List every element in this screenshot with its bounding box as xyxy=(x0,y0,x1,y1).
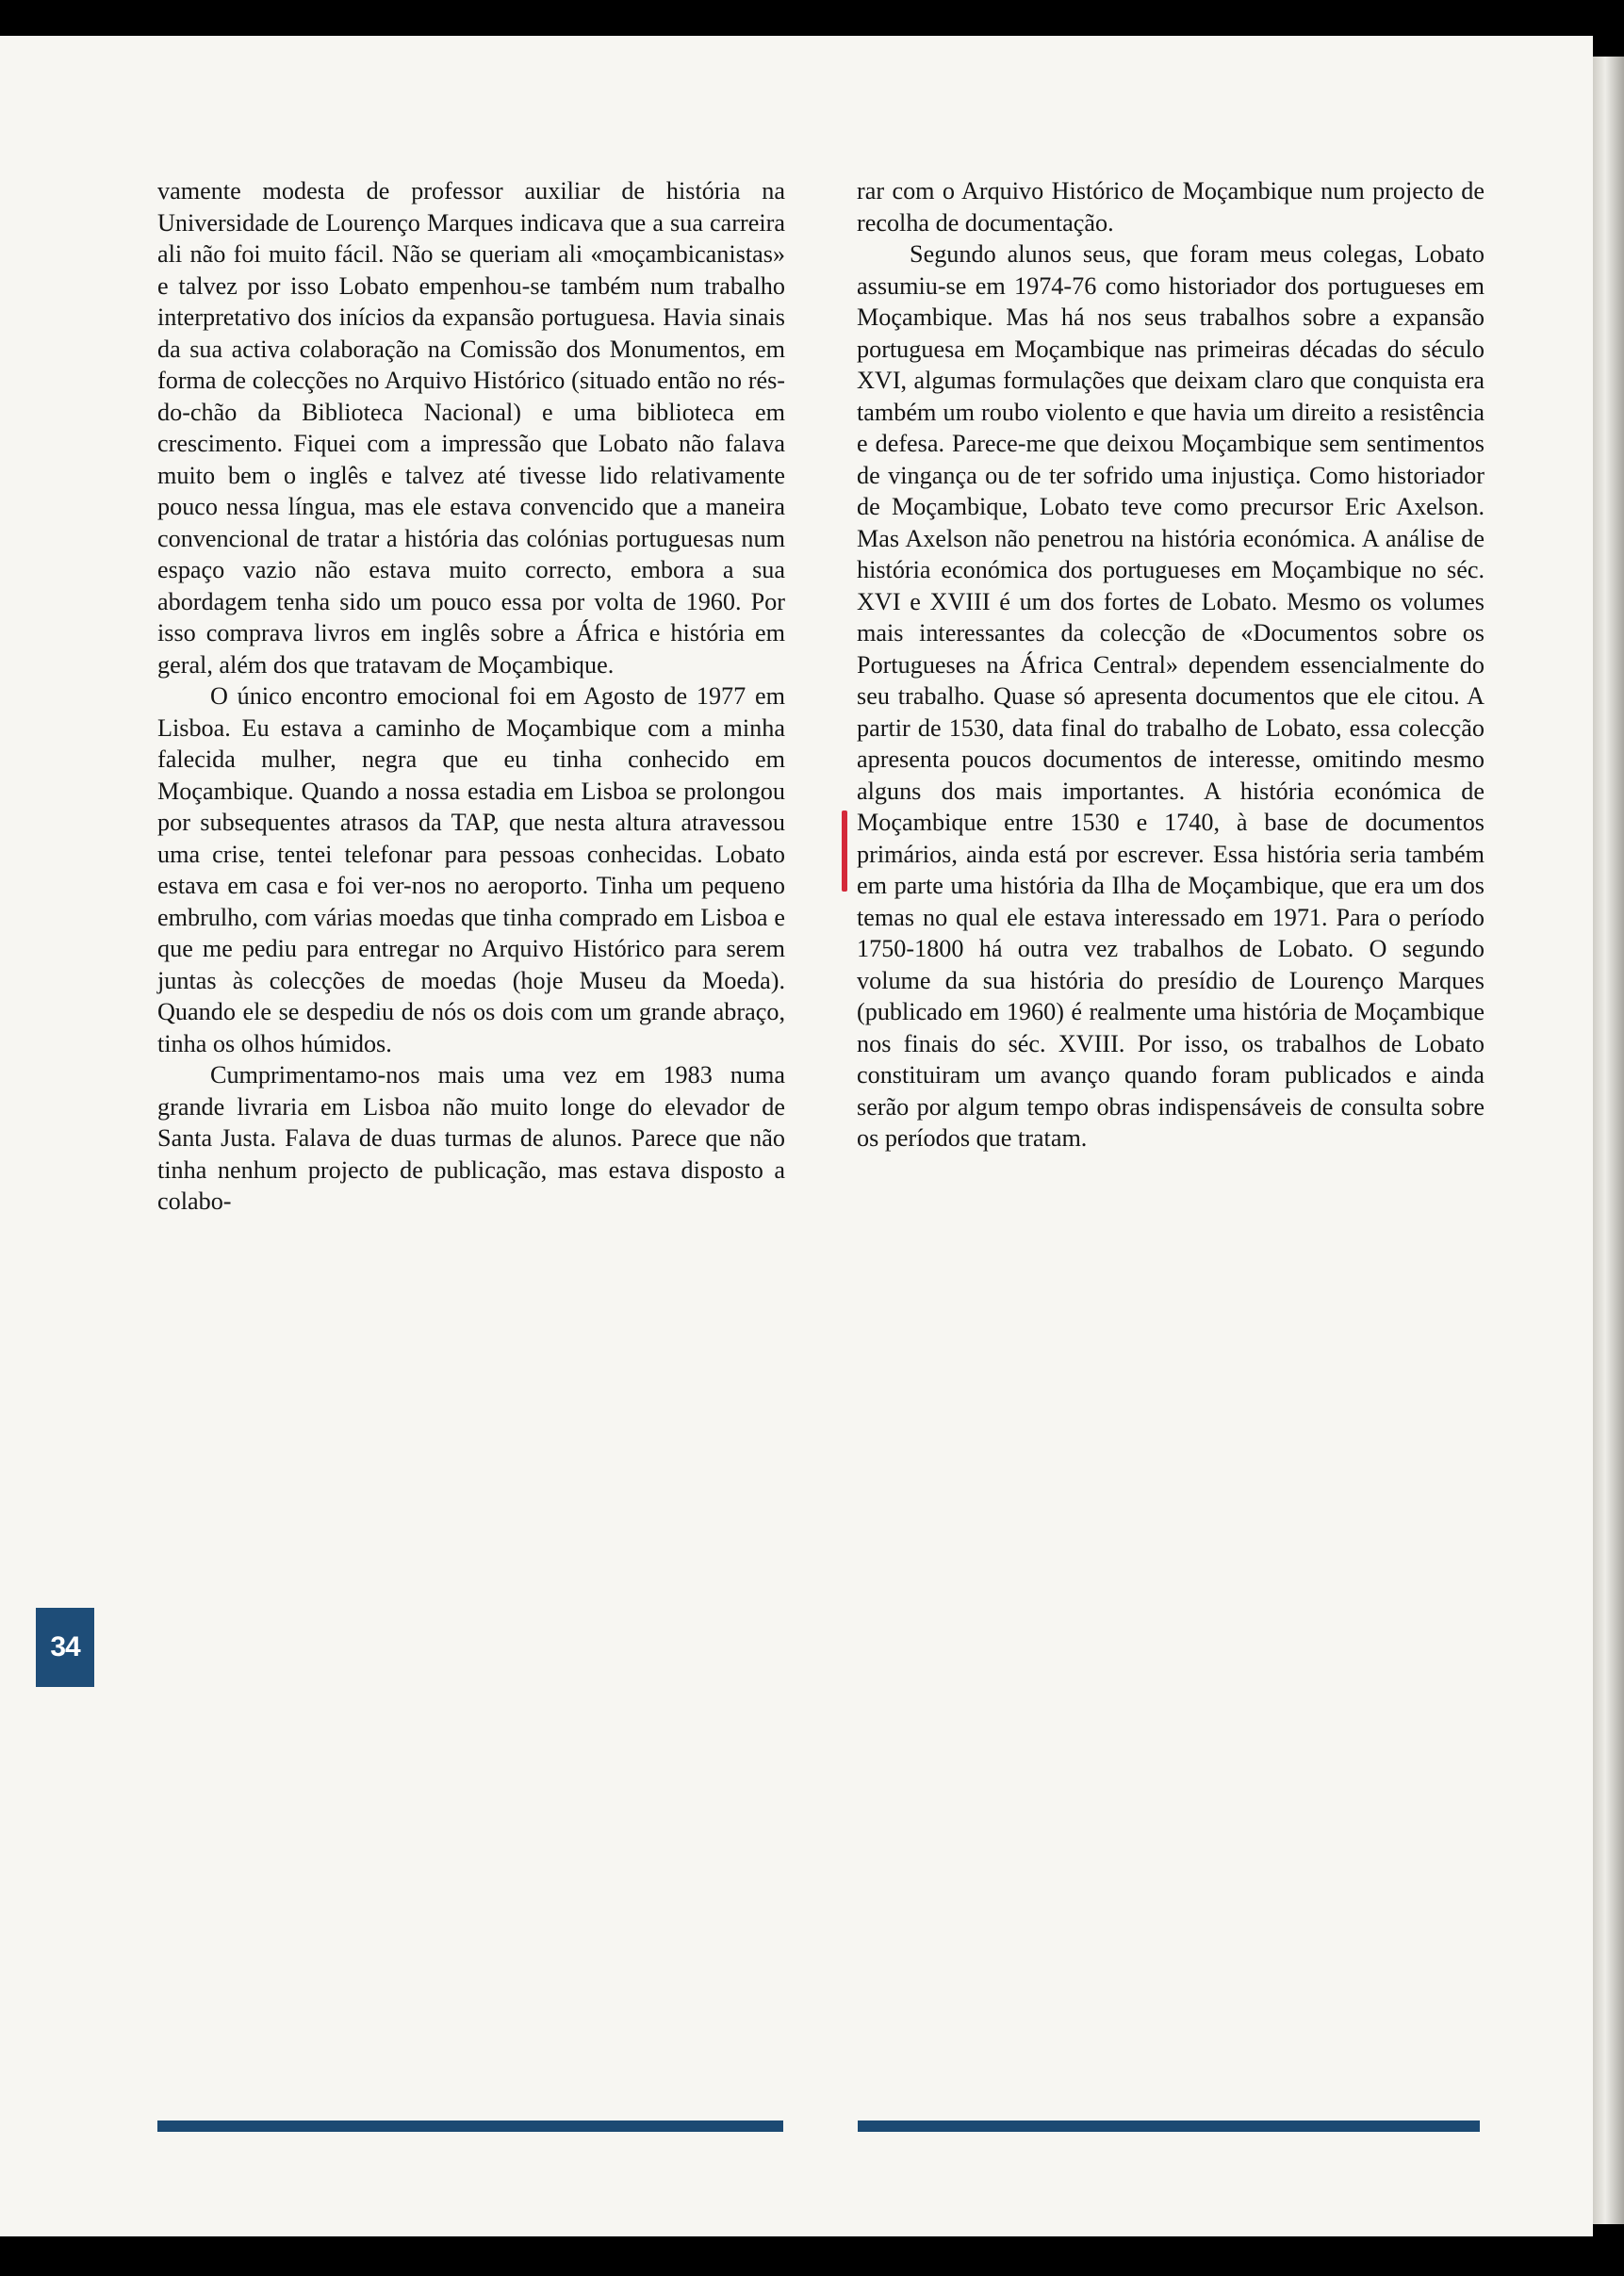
paragraph: O único encontro emocional foi em Agosto de 1977 em Lisboa. Eu estava a caminho de Moçambique com a minha falecida mulher, negra que eu tinha conhecido em Moçambique. Quando a nossa estadia em Lisboa se prolongou por subsequentes atrasos da TAP, que nesta altura atravessou uma crise, tentei telefonar para pessoas conhecidas. Lobato estava em casa e foi ver-nos no aeroporto. Tinha um pequeno embrulho, com várias moedas que tinha comprado em Lisboa e que me pediu para entregar no Arquivo Histórico para serem juntas às colecções de moedas (hoje Museu da Moeda). Quando ele se despediu de nós os dois com um grande abraço, tinha os olhos húmidos. xyxy=(157,682,785,1057)
right-text-column xyxy=(857,175,1485,1154)
margin-highlight-mark xyxy=(842,811,847,892)
page-edge xyxy=(1593,57,1624,2224)
paragraph: rar com o Arquivo Histórico de Moçambique num projecto de recolha de documentação. xyxy=(857,177,1485,237)
paragraph: vamente modesta de professor auxiliar de história na Universidade de Lourenço Marques indicava que a sua carreira ali não foi muito fácil. Não se queriam ali «moçambicanistas» e talvez por isso Lobato empenhou-se também num trabalho interpretativo dos inícios da expansão portuguesa. Havia sinais da sua activa colaboração na Comissão dos Monumentos, em forma de colecções no Arquivo Histórico (situado então no rés-do-chão da Biblioteca Nacional) e uma biblioteca em crescimento. Fiquei com a impressão que Lobato não falava muito bem o inglês e talvez até tivesse lido relativamente pouco nessa língua, mas ele estava convencido que a maneira convencional de tratar a história das colónias portuguesas num espaço vazio não estava muito correcto, embora a sua abordagem tenha sido um pouco essa por volta de 1960. Por isso comprava livros em inglês sobre a África e história em geral, além dos que tratavam de Moçambique. xyxy=(157,177,785,679)
paragraph: Segundo alunos seus, que foram meus colegas, Lobato assumiu-se em 1974-76 como historiador dos portugueses em Moçambique. Mas há nos seus trabalhos sobre a expansão portuguesa em Moçambique nas primeiras décadas do século XVI, algumas formulações que deixam claro que conquista era também um roubo violento e que havia um direito a resistência e defesa. Parece-me que deixou Moçambique sem sentimentos de vingança ou de ter sofrido uma injustiça. Como historiador de Moçambique, Lobato teve como precursor Eric Axelson. Mas Axelson não penetrou na história económica. A análise de história económica dos portugueses em Moçambique no séc. XVI e XVIII é um dos fortes de Lobato. Mesmo os volumes mais interessantes da colecção de «Documentos sobre os Portugueses na África Central» dependem essencialmente do seu trabalho. Quase só apresenta documentos que ele citou. A partir de 1530, data final do trabalho de Lobato, essa colecção apresenta poucos documentos de interesse, omitindo mesmo alguns dos mais importantes. A história económica de Moçambique entre 1530 e 1740, à base de documentos primários, ainda está por escrever. Essa história seria também em parte uma história da Ilha de Moçambique, que era um dos temas no qual ele estava interessado em 1971. Para o período 1750-1800 há outra vez trabalhos de Lobato. O segundo volume da sua história do presídio de Lourenço Marques (publicado em 1960) é realmente uma história de Moçambique nos finais do séc. XVIII. Por isso, os trabalhos de Lobato constituiram um avanço quando foram publicados e ainda serão por algum tempo obras indispensáveis de consulta sobre os períodos que tratam. xyxy=(857,240,1485,1152)
page-number: 34 xyxy=(36,1608,94,1687)
paragraph: Cumprimentamo-nos mais uma vez em 1983 numa grande livraria em Lisboa não muito longe do elevador de Santa Justa. Falava de duas turmas de alunos. Parece que não tinha nenhum projecto de publicação, mas estava disposto a colabo- xyxy=(157,1061,785,1215)
left-text-column xyxy=(157,175,785,1218)
magazine-page xyxy=(0,36,1593,2236)
footer-rule-right xyxy=(858,2120,1480,2132)
footer-rule-left xyxy=(157,2120,783,2132)
